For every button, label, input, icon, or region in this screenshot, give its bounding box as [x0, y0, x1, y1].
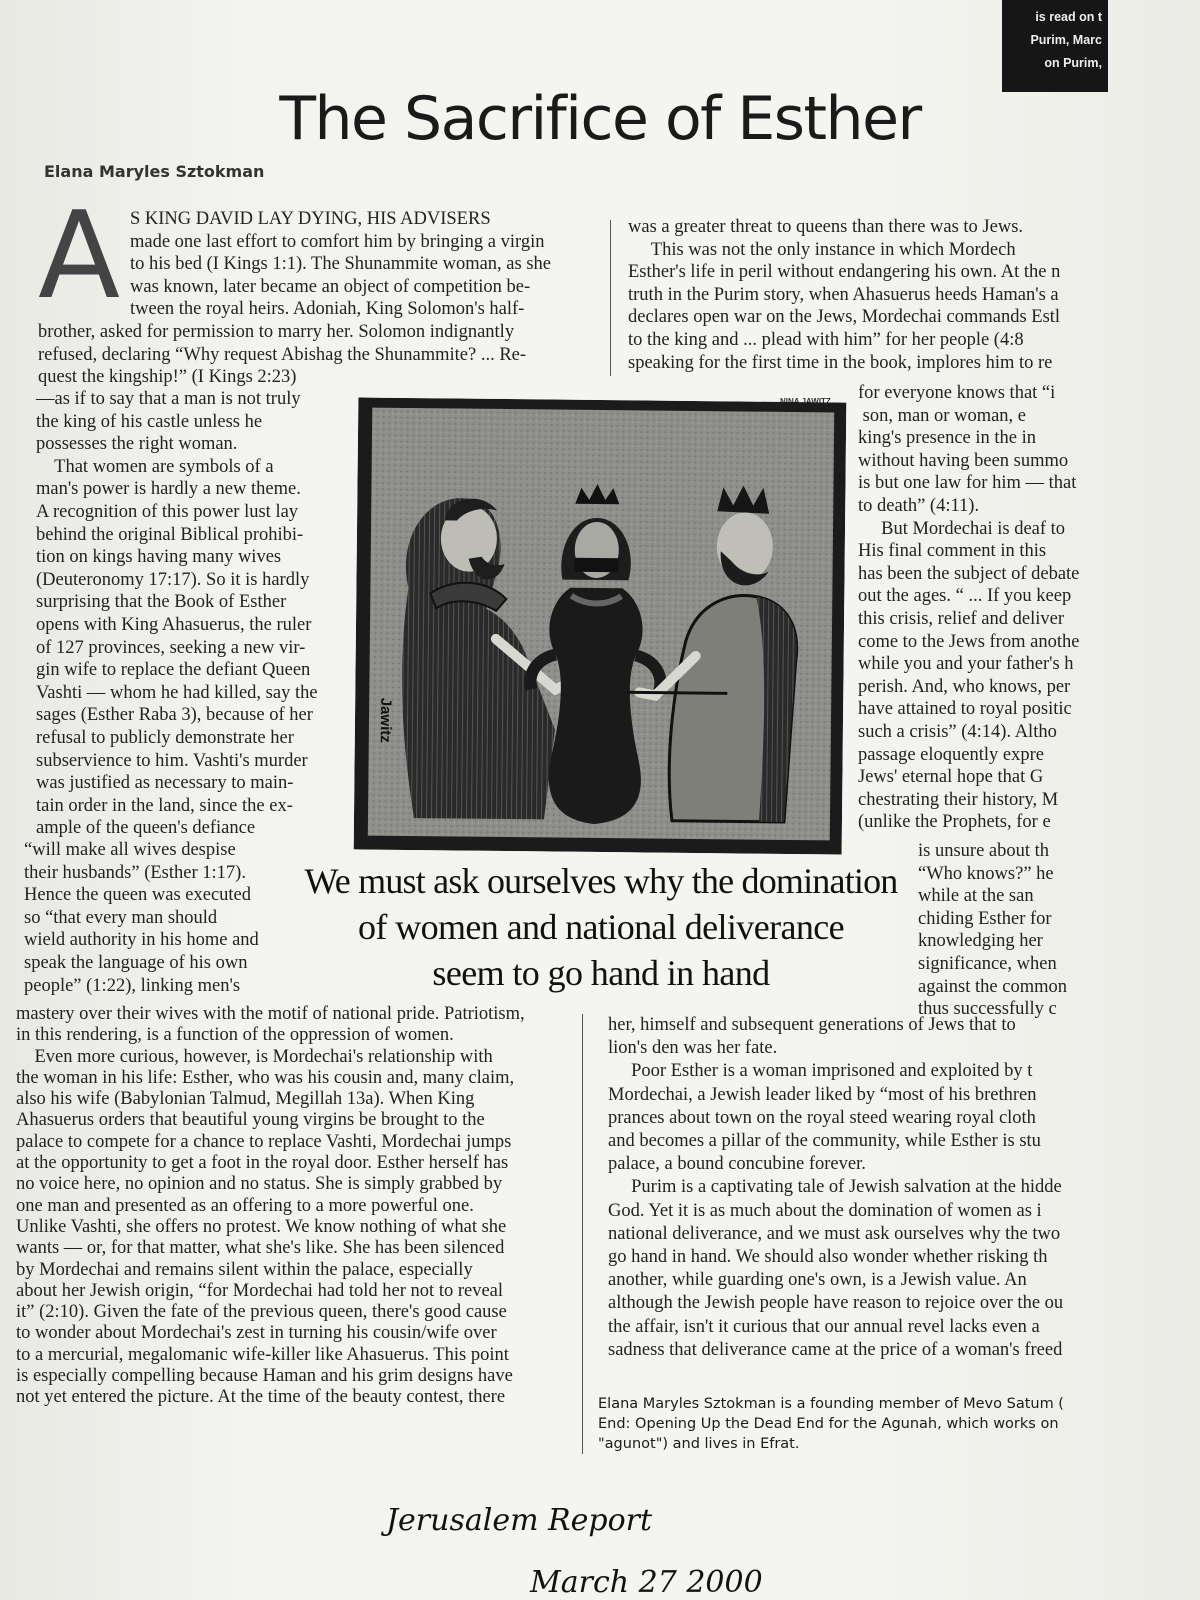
- column-1-intro: S KING DAVID LAY DYING, HIS ADVISERS made one last effort to comfort him by bringing a virgin to his bed (I Kings 1:1). The Shunammite woman, as she was known, later became an object of competition be- tween the royal heirs. Adoniah, King Solomon's half-: [130, 209, 551, 320]
- handwritten-note: [380, 1488, 820, 1600]
- esther-illustration: [354, 397, 847, 854]
- column-2-wrap: for everyone knows that “i son, man or woman, e king's presence in the in without having been summo is but one law for him — that to death” (4:11). But Mordechai is deaf to His final comment in this has been the subject of debate out the ages. “ ... If you keep this crisis, relief and deliver come to the Jews from anothe while you and your father's h perish. And, who knows, per have attained to royal positic such a crisis” (4:14). Altho passage eloquently expre Jews' eternal hope that G chestrating their history, M (unlike the Prophets, for e: [858, 383, 1080, 833]
- pull-quote: [296, 858, 906, 996]
- pull-quote-line: We must ask ourselves why the domination: [304, 861, 898, 901]
- pull-quote-line: of women and national deliverance: [358, 907, 844, 947]
- handwritten-publication: Jerusalem Report: [386, 1503, 653, 1538]
- illustration-signature: Jawitz: [376, 697, 395, 743]
- column-1-narrow: “will make all wives despise their husbands” (Esther 1:17). Hence the queen was executed so “that every man should wield authority in his home and speak the language of his own people” (1:22), linking men's: [24, 840, 259, 996]
- corner-tag-line: is read on t: [1035, 10, 1102, 24]
- column-2-narrow: is unsure about th “Who knows?” he while at the san chiding Esther for knowledging her significance, when against the common thus successfully c: [918, 841, 1067, 1020]
- column-rule-top: [610, 220, 611, 376]
- drop-cap: A: [38, 187, 121, 326]
- corner-tag: [1002, 0, 1108, 92]
- handwritten-date: March 27 2000: [530, 1565, 763, 1600]
- column-1-bottom: mastery over their wives with the motif of national pride. Patriotism, in this rendering, is a function of the oppression of women. Even more curious, however, is Mordechai's relationship with the woman in his life: Esther, who was his cousin and, many claim, also his wife (Babylonian Talmud, Megillah 13a). When King Ahasuerus orders that beautiful young virgins be brought to the palace to compete for a chance to replace Vashti, Mordechai jumps at the opportunity to get a foot in the royal door. Esther herself has no voice here, no opinion and no status. She is simply grabbed by one man and presented as an offering to a more powerful one. Unlike Vashti, she offers no protest. We know nothing of what she wants — or, for that matter, what she's like. She has been silenced by Mordechai and remains silent within the palace, especially about her Jewish origin, “for Mordechai had told her not to reveal it” (2:10). Given the fate of the previous queen, there's good cause to wonder about Mordechai's zest in turning his cousin/wife over to a mercurial, megalomanic wife-killer like Ahasuerus. This point is especially compelling because Haman and his grim designs have not yet entered the picture. At the time of the beauty contest, there: [16, 1004, 525, 1408]
- column-1-wrap: —as if to say that a man is not truly the king of his castle unless he possesses the right woman. That women are symbols of a man's power is hardly a new theme. A recognition of this power lust lay behind the original Biblical prohibi- tion on kings having many wives (Deuteronomy 17:17). So it is hardly surprising that the Book of Esther opens with King Ahasuerus, the ruler of 127 provinces, seeking a new vir- gin wife to replace the defiant Queen Vashti — whom he had killed, say the sages (Esther Raba 3), because of her refusal to publicly demonstrate her subservience to him. Vashti's murder was justified as necessary to main- tain order in the land, since the ex- ample of the queen's defiance: [36, 389, 318, 839]
- author-bio: Elana Maryles Sztokman is a founding member of Mevo Satum ( End: Opening Up the Dead End for the Agunah, which works on "agunot") and lives in Efrat.: [598, 1396, 1064, 1452]
- corner-tag-line: on Purim,: [1044, 56, 1102, 70]
- illustration-credit: NINA JAWITZ: [780, 397, 831, 406]
- column-2-bottom: her, himself and subsequent generations of Jews that to lion's den was her fate. Poor Esther is a woman imprisoned and exploited by t Mordechai, a Jewish leader liked by “most of his brethren prances about town on the royal steed wearing royal cloth and becomes a pillar of the community, while Esther is stu palace, a bound concubine forever. Purim is a captivating tale of Jewish salvation at the hidde God. Yet it is as much about the domination of women as i national deliverance, and we must ask ourselves why the two go hand in hand. We should also wonder whether risking th another, while guarding one's own, is a Jewish value. An although the Jewish people have reason to rejoice over the ou the affair, isn't it curious that our annual revel lacks even a sadness that deliverance came at the price of a woman's freed: [608, 1015, 1064, 1360]
- pull-quote-line: seem to go hand in hand: [432, 953, 770, 993]
- article-title: The Sacrifice of Esther: [279, 84, 921, 154]
- byline: Elana Maryles Sztokman: [44, 162, 265, 181]
- corner-tag-line: Purim, Marc: [1030, 33, 1102, 47]
- column-rule-bottom: [582, 1014, 583, 1454]
- column-2-intro: was a greater threat to queens than there was to Jews. This was not the only instance in which Mordech Esther's life in peril without endangering his own. At the n truth in the Purim story, when Ahasuerus heeds Haman's a declares open war on the Jews, Mordechai commands Estl to the king and ... plead with him” for her people (4:8 speaking for the first time in the book, implores him to re: [628, 217, 1061, 373]
- column-1-full: brother, asked for permission to marry her. Solomon indignantly refused, declaring “Why request Abishag the Shunammite? ... Re- quest the kingship!” (I Kings 2:23): [38, 322, 527, 388]
